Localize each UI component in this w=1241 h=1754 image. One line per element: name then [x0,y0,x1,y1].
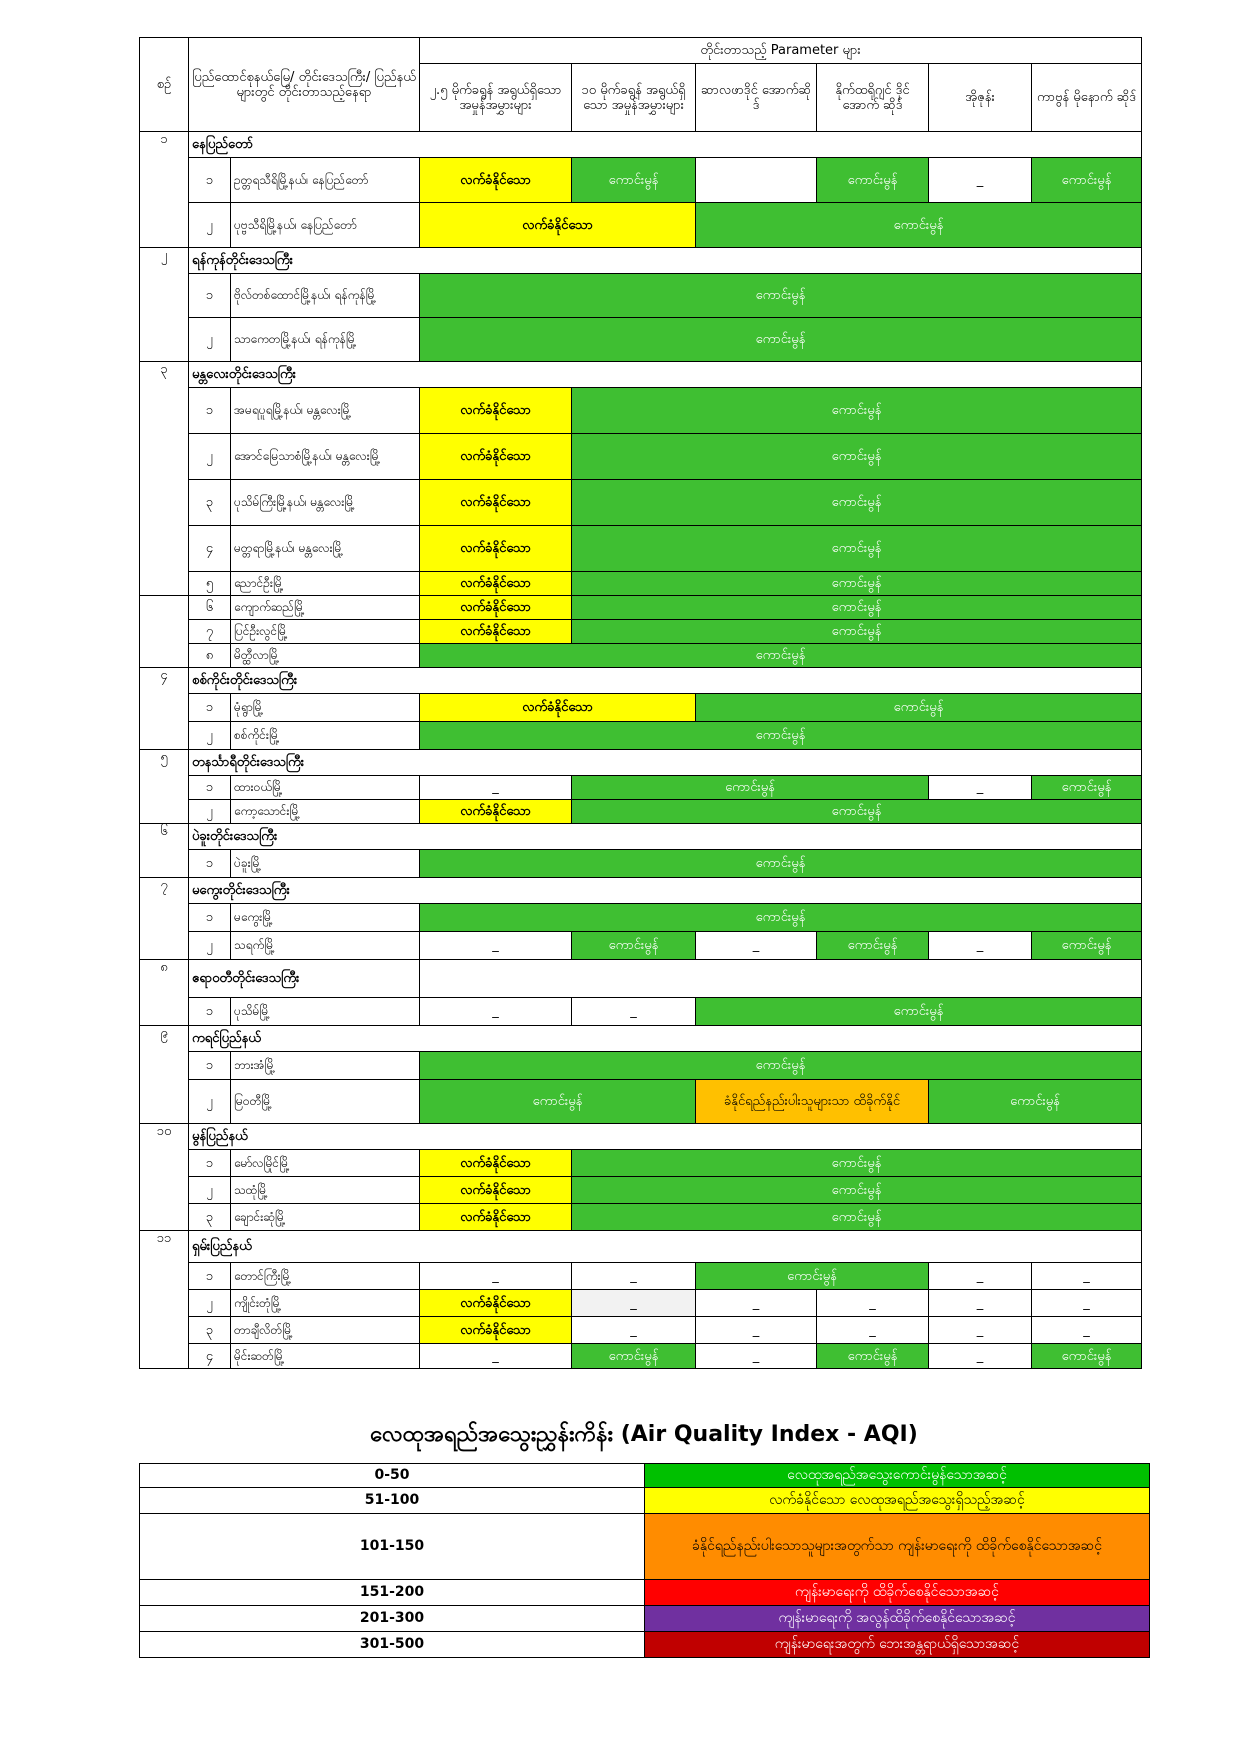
row-no: ၇ [189,620,231,644]
status-cell: ကောင်းမွန် [572,158,696,203]
aqi-row [140,1632,1150,1658]
aqi-range: 101-150 [140,1514,645,1580]
location-name: သာကေတမြို့နယ်၊ ရန်ကုန်မြို့ [231,318,420,362]
row-no: ၃ [189,1317,231,1344]
status-cell: _ [696,1317,817,1344]
row-no: ၁ [189,388,231,434]
header-co: ကာဗွန် မိုနောက် ဆိုဒ် [1032,64,1142,132]
status-cell: ကောင်းမွန် [572,932,696,960]
row-no: ၁ [189,1263,231,1290]
row-no: ၃ [189,480,231,526]
status-cell: ကောင်းမွန် [572,388,1142,434]
status-cell: _ [929,1317,1032,1344]
status-cell: ကောင်းမွန် [572,480,1142,526]
status-cell: ကောင်းမွန် [420,1052,1142,1080]
status-cell: ကောင်းမွန် [420,318,1142,362]
aqi-title: လေထုအရည်အသွေးညွှန်းကိန်း (Air Quality Index - AQI) [370,1422,918,1447]
header-pm10: ၁၀ မိုက်ခရွန် အရွယ်ရှိသော အမှုန်အမွှားများ [572,64,696,132]
section-name: နေပြည်တော် [189,132,1142,158]
row-no: ၃ [189,1204,231,1231]
aqi-range: 301-500 [140,1632,645,1658]
location-name: ကျိုင်းတုံမြို့ [231,1290,420,1317]
header-no2: နိုက်ထရိုဂျင် ဒိုင်အောက် ဆိုဒ် [817,64,929,132]
location-name: ပုသိမ်ကြီးမြို့နယ်၊ မန္တလေးမြို့ [231,480,420,526]
section-no: ၃ [140,362,189,596]
location-name: ညောင်ဦးမြို့ [231,572,420,596]
header-params-title: တိုင်းတာသည့် Parameter များ [420,38,1142,64]
row-no: ၂ [189,932,231,960]
status-cell: ကောင်းမွန် [572,1204,1142,1231]
location-name: မိုင်းဆတ်မြို့ [231,1344,420,1369]
empty-cell [420,960,1142,998]
location-name: မုံရွာမြို့ [231,694,420,722]
section-no: ၈ [140,960,189,1026]
status-cell: ကောင်းမွန် [817,158,929,203]
status-cell: လက်ခံနိုင်သော [420,620,572,644]
header-pm25: ၂.၅ မိုက်ခရွန် အရွယ်ရှိသော အမှုန်အမွှားများ [420,64,572,132]
section-name: ကရင်ပြည်နယ် [189,1026,1142,1052]
row-no: ၂ [189,1177,231,1204]
aqi-row [140,1580,1150,1606]
status-cell: ကောင်းမွန် [420,274,1142,318]
section-no: ၉ [140,1026,189,1124]
section-no: ၁ [140,132,189,248]
air-quality-table [139,37,1142,1369]
status-cell: _ [929,932,1032,960]
status-cell: _ [929,1290,1032,1317]
location-name: စစ်ကိုင်းမြို့ [231,722,420,750]
empty-cell [696,158,817,203]
header-location: ပြည်ထောင်စုနယ်မြေ/ တိုင်းဒေသကြီး/ ပြည်နယ်များတွင် တိုင်းတာသည့်နေရာ [189,38,420,132]
section-name: ရန်ကုန်တိုင်းဒေသကြီး [189,248,1142,274]
status-cell: ကောင်းမွန် [696,1263,929,1290]
status-cell: _ [696,1344,817,1369]
location-name: မြဝတီမြို့ [231,1080,420,1124]
status-cell: _ [929,776,1032,800]
location-name: မော်လမြိုင်မြို့ [231,1150,420,1177]
status-cell: _ [1032,1317,1142,1344]
status-cell: _ [420,998,572,1026]
status-cell: _ [572,1290,696,1317]
location-name: ဥတ္တရသီရိမြို့နယ်၊ နေပြည်တော် [231,158,420,203]
status-cell: _ [696,1290,817,1317]
status-cell: လက်ခံနိုင်သော [420,203,696,248]
status-cell: ကောင်းမွန် [817,1344,929,1369]
status-cell: ကောင်းမွန် [929,1080,1142,1124]
status-cell: ကောင်းမွန် [420,904,1142,932]
section-name: မကွေးတိုင်းဒေသကြီး [189,878,1142,904]
status-cell: _ [929,1344,1032,1369]
location-name: ဘားအံမြို့ [231,1052,420,1080]
row-no: ၁ [189,1150,231,1177]
location-name: ချောင်းဆုံမြို့ [231,1204,420,1231]
location-name: မကွေးမြို့ [231,904,420,932]
row-no: ၁ [189,158,231,203]
row-no: ၁ [189,274,231,318]
row-no: ၂ [189,722,231,750]
status-cell: ကောင်းမွန် [572,434,1142,480]
location-name: တောင်ကြီးမြို့ [231,1263,420,1290]
location-name: ကျောက်ဆည်မြို့ [231,596,420,620]
aqi-range: 0-50 [140,1464,645,1488]
status-cell: ကောင်းမွန် [1032,158,1142,203]
status-cell: လက်ခံနိုင်သော [420,434,572,480]
row-no: ၂ [189,203,231,248]
aqi-description: ကျန်းမာရေးကို ထိခိုက်စေနိုင်သောအဆင့် [645,1580,1150,1606]
status-cell: _ [1032,1263,1142,1290]
status-cell: ကောင်းမွန် [696,998,1142,1026]
section-name: ရှမ်းပြည်နယ် [189,1231,1142,1263]
status-cell: ကောင်းမွန် [572,572,1142,596]
status-cell: ကောင်းမွန် [817,932,929,960]
row-no: ၄ [189,1344,231,1369]
row-no: ၁ [189,904,231,932]
status-cell: _ [817,1290,929,1317]
status-cell: လက်ခံနိုင်သော [420,526,572,572]
row-no: ၁ [189,850,231,878]
status-cell: _ [572,1317,696,1344]
row-no: ၁ [189,694,231,722]
header-ozone: အိုဇုန်း [929,64,1032,132]
row-no: ၁ [189,776,231,800]
location-name: သရက်မြို့ [231,932,420,960]
status-cell: လက်ခံနိုင်သော [420,596,572,620]
status-cell: ကောင်းမွန် [572,800,1142,824]
row-no: ၂ [189,800,231,824]
status-cell: ကောင်းမွန် [572,1177,1142,1204]
location-name: မတ္တရာမြို့နယ်၊ မန္တလေးမြို့ [231,526,420,572]
section-no: ၁၁ [140,1231,189,1369]
header-no: စဉ် [140,38,189,132]
status-cell: ခံနိုင်ရည်နည်းပါးသူများသာ ထိခိုက်နိုင် [696,1080,929,1124]
status-cell: ကောင်းမွန် [572,776,929,800]
empty-cell [140,596,189,668]
section-name: မွန်ပြည်နယ် [189,1124,1142,1150]
section-no: ၁၀ [140,1124,189,1231]
section-no: ၄ [140,668,189,750]
row-no: ၂ [189,1080,231,1124]
section-name: ဧရာဝတီတိုင်းဒေသကြီး [189,960,420,998]
status-cell: ကောင်းမွန် [572,526,1142,572]
status-cell: ကောင်းမွန် [696,694,1142,722]
status-cell: _ [696,932,817,960]
aqi-range: 201-300 [140,1606,645,1632]
status-cell: လက်ခံနိုင်သော [420,1204,572,1231]
status-cell: _ [420,1344,572,1369]
location-name: ပဲခူးမြို့ [231,850,420,878]
aqi-row [140,1488,1150,1514]
header-so2: ဆာလဖာဒိုင် အောက်ဆိုဒ် [696,64,817,132]
aqi-range: 51-100 [140,1488,645,1514]
location-name: မိတ္ထီလာမြို့ [231,644,420,668]
status-cell: လက်ခံနိုင်သော [420,388,572,434]
status-cell: _ [420,776,572,800]
status-cell: _ [420,1263,572,1290]
aqi-description: လေထုအရည်အသွေးကောင်းမွန်သောအဆင့် [645,1464,1150,1488]
status-cell: ကောင်းမွန် [420,1080,696,1124]
status-cell: လက်ခံနိုင်သော [420,480,572,526]
row-no: ၁ [189,1052,231,1080]
row-no: ၂ [189,434,231,480]
aqi-row [140,1606,1150,1632]
status-cell: _ [420,932,572,960]
status-cell: ကောင်းမွန် [1032,1344,1142,1369]
location-name: အမရပူရမြို့နယ်၊ မန္တလေးမြို့ [231,388,420,434]
status-cell: ကောင်းမွန် [420,644,1142,668]
section-no: ၇ [140,878,189,960]
status-cell: _ [929,158,1032,203]
status-cell: ကောင်းမွန် [572,1344,696,1369]
section-name: ပဲခူးတိုင်းဒေသကြီး [189,824,1142,850]
status-cell: လက်ခံနိုင်သော [420,572,572,596]
status-cell: _ [572,1263,696,1290]
location-name: ထားဝယ်မြို့ [231,776,420,800]
location-name: ပုဗ္ဗသီရိမြို့နယ်၊ နေပြည်တော် [231,203,420,248]
section-no: ၆ [140,824,189,878]
section-no: ၂ [140,248,189,362]
status-cell: ကောင်းမွန် [1032,776,1142,800]
status-cell: လက်ခံနိုင်သော [420,1177,572,1204]
row-no: ၅ [189,572,231,596]
location-name: ကော့သောင်းမြို့ [231,800,420,824]
status-cell: ကောင်းမွန် [1032,932,1142,960]
status-cell: လက်ခံနိုင်သော [420,1150,572,1177]
status-cell: လက်ခံနိုင်သော [420,1290,572,1317]
location-name: သထုံမြို့ [231,1177,420,1204]
status-cell: ကောင်းမွန် [572,1150,1142,1177]
row-no: ၂ [189,1290,231,1317]
location-name: ဗိုလ်တစ်ထောင်မြို့နယ်၊ ရန်ကုန်မြို့ [231,274,420,318]
section-name: စစ်ကိုင်းတိုင်းဒေသကြီး [189,668,1142,694]
status-cell: ကောင်းမွန် [696,203,1142,248]
section-no: ၅ [140,750,189,824]
row-no: ၆ [189,596,231,620]
status-cell: လက်ခံနိုင်သော [420,1317,572,1344]
status-cell: _ [929,1263,1032,1290]
aqi-description: လက်ခံနိုင်သော လေထုအရည်အသွေးရှိသည့်အဆင့် [645,1488,1150,1514]
status-cell: ကောင်းမွန် [420,722,1142,750]
status-cell: ကောင်းမွန် [572,596,1142,620]
status-cell: ကောင်းမွန် [420,850,1142,878]
aqi-legend-table [139,1463,1150,1658]
status-cell: _ [817,1317,929,1344]
row-no: ၂ [189,318,231,362]
aqi-row [140,1514,1150,1580]
aqi-description: ခံနိုင်ရည်နည်းပါးသောသူများအတွက်သာ ကျန်းမာရေးကို ထိခိုက်စေနိုင်သောအဆင့် [645,1514,1150,1580]
status-cell: လက်ခံနိုင်သော [420,158,572,203]
status-cell: _ [1032,1290,1142,1317]
row-no: ၁ [189,998,231,1026]
section-name: တနင်္သာရီတိုင်းဒေသကြီး [189,750,1142,776]
location-name: ပုသိမ်မြို့ [231,998,420,1026]
status-cell: ကောင်းမွန် [572,620,1142,644]
row-no: ၄ [189,526,231,572]
location-name: အောင်မြေသာစံမြို့နယ်၊ မန္တလေးမြို့ [231,434,420,480]
aqi-row [140,1464,1150,1488]
location-name: ပြင်ဦးလွင်မြို့ [231,620,420,644]
status-cell: လက်ခံနိုင်သော [420,800,572,824]
aqi-range: 151-200 [140,1580,645,1606]
aqi-description: ကျန်းမာရေးအတွက် ဘေးအန္တရာယ်ရှိသောအဆင့် [645,1632,1150,1658]
location-name: တာချီလိတ်မြို့ [231,1317,420,1344]
row-no: ၈ [189,644,231,668]
status-cell: လက်ခံနိုင်သော [420,694,696,722]
aqi-description: ကျန်းမာရေးကို အလွန်ထိခိုက်စေနိုင်သောအဆင့် [645,1606,1150,1632]
status-cell: _ [572,998,696,1026]
section-name: မန္တလေးတိုင်းဒေသကြီး [189,362,1142,388]
